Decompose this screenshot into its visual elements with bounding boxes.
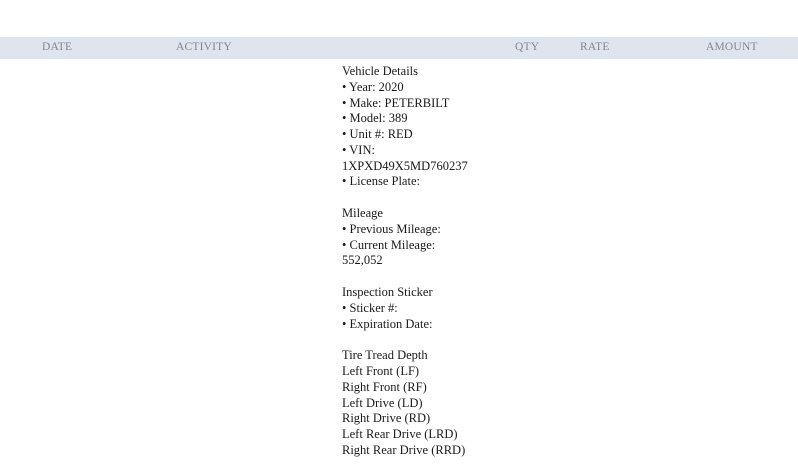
tread-left-drive: Left Drive (LD) [342,395,423,410]
tread-right-drive: Right Drive (RD) [342,411,431,426]
sticker-expiration-date: • Expiration Date: [342,316,433,331]
column-header-date: DATE [42,41,73,53]
tread-right-rear-drive: Right Rear Drive (RRD) [342,442,466,457]
vehicle-model: • Model: 389 [342,111,408,126]
vehicle-make: • Make: PETERBILT [342,95,450,110]
table-header-row [0,37,798,59]
line-item-description [342,64,512,475]
tire-tread-title: Tire Tread Depth [342,348,428,363]
vehicle-vin-label: • VIN: [342,142,375,157]
mileage-title: Mileage [342,206,383,220]
vehicle-license-plate: • License Plate: [342,174,420,189]
column-header-activity: ACTIVITY [176,41,232,53]
tread-left-front: Left Front (LF) [342,364,420,378]
inspection-sticker-title: Inspection Sticker [342,285,433,299]
vehicle-vin-value: 1XPXD49X5MD760237 [342,158,468,173]
column-header-amount: AMOUNT [706,41,758,53]
sticker-number: • Sticker #: [342,300,398,315]
vehicle-details-title: Vehicle Details [342,64,419,78]
vehicle-unit: • Unit #: RED [342,127,413,141]
vehicle-year: • Year: 2020 [342,79,404,94]
mileage-section [342,206,512,269]
column-header-qty: QTY [515,41,540,53]
column-header-rate: RATE [580,41,610,53]
vehicle-details-section [342,64,512,190]
current-mileage-label: • Current Mileage: [342,237,436,252]
tire-tread-section [342,348,512,458]
previous-mileage: • Previous Mileage: [342,221,441,236]
tread-right-front: Right Front (RF) [342,379,427,394]
inspection-sticker-section [342,285,512,332]
current-mileage-value: 552,052 [342,253,383,268]
tread-left-rear-drive: Left Rear Drive (LRD) [342,427,458,441]
